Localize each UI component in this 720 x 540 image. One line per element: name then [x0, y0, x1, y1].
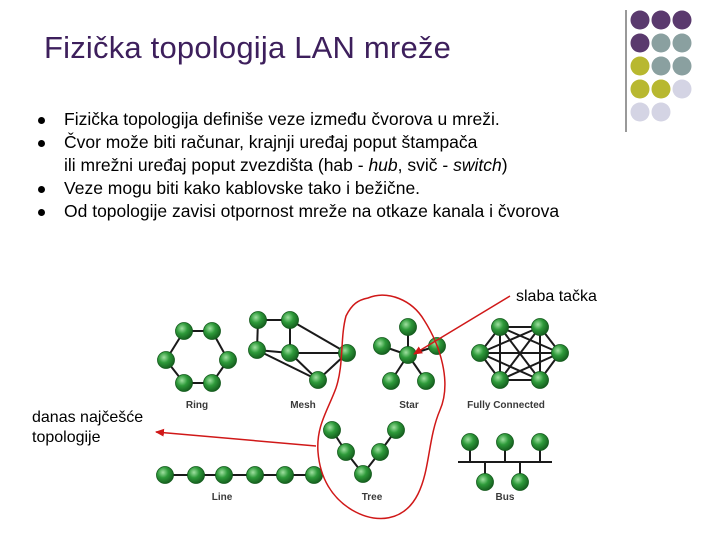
network-node	[247, 467, 264, 484]
network-node	[472, 345, 489, 362]
topology-label-ring: Ring	[185, 400, 209, 411]
common-topologies-line: topologije	[32, 429, 101, 446]
network-node	[220, 352, 237, 369]
term-hub: hub	[368, 155, 398, 175]
network-node	[204, 375, 221, 392]
network-node	[216, 467, 233, 484]
network-node	[372, 444, 389, 461]
common-topologies-arrow	[156, 432, 316, 446]
network-node	[462, 434, 479, 451]
network-node	[492, 372, 509, 389]
bullet-text: Veze mogu biti kako kablovske tako i bežične.	[64, 178, 421, 198]
network-node	[355, 466, 372, 483]
common-topologies-label	[32, 408, 143, 448]
network-node	[512, 474, 529, 491]
topology-label-mesh: Mesh	[290, 400, 316, 411]
network-node	[532, 319, 549, 336]
network-node	[497, 434, 514, 451]
network-node	[492, 319, 509, 336]
network-node	[338, 444, 355, 461]
network-node	[477, 474, 494, 491]
topology-label-fully_connected: Fully Connected	[467, 400, 545, 411]
network-node	[282, 345, 299, 362]
network-node	[400, 319, 417, 336]
network-node	[532, 372, 549, 389]
network-node	[388, 422, 405, 439]
network-node	[374, 338, 391, 355]
network-node	[157, 467, 174, 484]
slide-title: Fizička topologija LAN mreže	[44, 30, 452, 65]
topology-label-line: Line	[211, 492, 233, 503]
network-node	[532, 434, 549, 451]
bullet-text: Fizička topologija definiše veze između čvorova u mreži.	[64, 109, 500, 129]
network-node	[176, 375, 193, 392]
network-node	[176, 323, 193, 340]
term-switch: switch	[453, 155, 502, 175]
bullet-text-part: )	[501, 155, 508, 175]
network-node	[282, 312, 299, 329]
topology-label-star: Star	[399, 400, 419, 411]
topology-label-bus: Bus	[495, 492, 515, 503]
network-node	[188, 467, 205, 484]
network-link	[290, 320, 347, 353]
network-node	[158, 352, 175, 369]
network-node	[400, 347, 417, 364]
network-node	[204, 323, 221, 340]
network-node	[277, 467, 294, 484]
network-node	[249, 342, 266, 359]
common-topologies-line: danas najčešće	[32, 409, 144, 426]
network-node	[310, 372, 327, 389]
network-node	[324, 422, 341, 439]
star-tree-outline	[318, 295, 445, 518]
network-node	[250, 312, 267, 329]
topology-label-tree: Tree	[361, 492, 383, 503]
bullet-text: Čvor može biti računar, krajnji uređaj poput štampača	[64, 132, 478, 152]
network-node	[552, 345, 569, 362]
bullet-text-part: , svič -	[397, 155, 454, 175]
network-node	[383, 373, 400, 390]
network-node	[418, 373, 435, 390]
weak-point-label: slaba tačka	[516, 288, 597, 305]
bullet-text: Od topologije zavisi otpornost mreže na otkaze kanala i čvorova	[64, 201, 560, 221]
bullet-text-part: ili mrežni uređaj poput zvezdišta (hab -	[64, 155, 369, 175]
network-node	[306, 467, 323, 484]
